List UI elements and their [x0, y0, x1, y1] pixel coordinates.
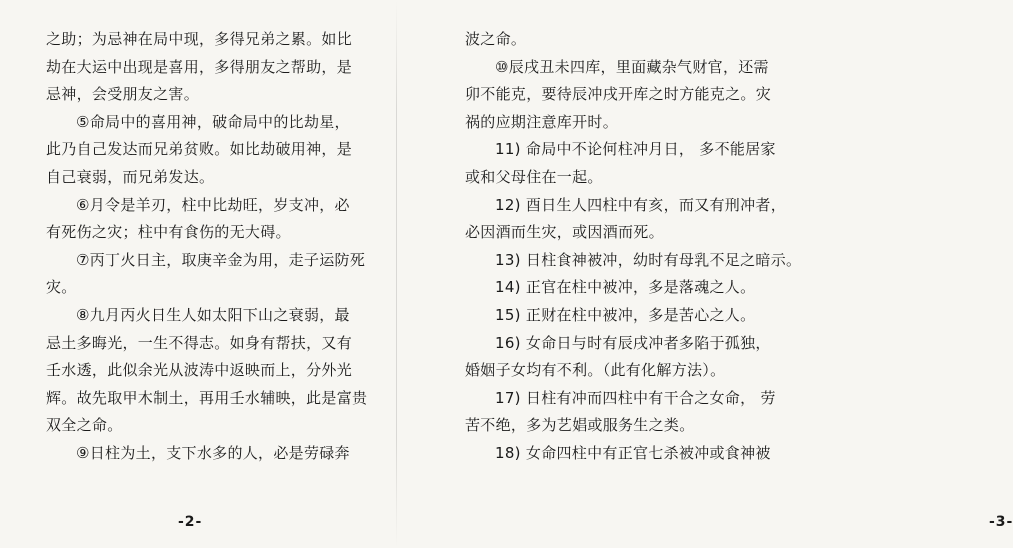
text-line: 此乃自己发达而兄弟贫败。如比劫破用神，是	[46, 140, 353, 159]
text-line: 双全之命。	[46, 416, 123, 435]
text-line: 卯不能克，要待辰冲戌开库之时方能克之。灾	[465, 85, 772, 104]
text-line: 15) 正财在柱中被冲，多是苦心之人。	[495, 305, 756, 324]
left-page-text	[46, 26, 367, 468]
text-line: 忌神，会受朋友之害。	[46, 85, 200, 104]
text-line: 灾。	[46, 278, 77, 297]
text-line: 劫在大运中出现是喜用，多得朋友之帮助，是	[46, 57, 353, 76]
text-line: ⑤命局中的喜用神，破命局中的比劫星，	[76, 112, 350, 131]
text-line: 之助；为忌神在局中现，多得兄弟之累。如比	[46, 30, 353, 48]
text-line: 波之命。	[465, 30, 527, 48]
left-page	[0, 0, 396, 548]
text-line: 18) 女命四柱中有正官七杀被冲或食神被	[495, 443, 771, 462]
text-line: 忌土多晦光，一生不得志。如身有帮扶，又有	[46, 333, 353, 352]
text-line: 或和父母住在一起。	[465, 167, 603, 186]
text-line: ⑨日柱为土，支下水多的人，必是劳碌奔	[76, 443, 350, 462]
text-line: 14) 正官在柱中被冲，多是落魂之人。	[495, 278, 756, 297]
text-line: 11) 命局中不论何柱冲月日， 多不能居家	[495, 140, 776, 159]
text-line: ⑦丙丁火日主，取庚辛金为用，走子运防死	[76, 250, 366, 269]
text-line: 自己衰弱，而兄弟发达。	[46, 167, 215, 186]
text-line: 壬水透，此似余光从波涛中返映而上，分外光	[46, 361, 353, 380]
text-line: ⑥月令是羊刃，柱中比劫旺，岁支冲，必	[76, 195, 350, 214]
text-line: 16) 女命日与时有辰戌冲者多陷于孤独，	[495, 333, 771, 352]
text-line: 苦不绝，多为艺娼或服务生之类。	[465, 416, 695, 435]
text-line: ⑩辰戌丑未四库，里面藏杂气财官，还需	[495, 57, 769, 76]
left-page-number: -2-	[178, 514, 203, 530]
text-line: 13) 日柱食神被冲，幼时有母乳不足之暗示。	[495, 250, 802, 269]
text-line: 有死伤之灾；柱中有食伤的无大碍。	[46, 223, 291, 242]
text-line: 17) 日柱有冲而四柱中有干合之女命， 劳	[495, 388, 776, 407]
right-page-number: -3-	[989, 514, 1013, 530]
text-line: 必因酒而生灾，或因酒而死。	[465, 223, 664, 242]
text-line: 婚姻子女均有不利。（此有化解方法）。	[465, 361, 726, 380]
right-page-text	[465, 26, 801, 468]
text-line: 祸的应期注意库开时。	[465, 112, 619, 131]
text-line: ⑧九月丙火日生人如太阳下山之衰弱，最	[76, 305, 350, 324]
text-line: 12) 酉日生人四柱中有亥，而又有刑冲者，	[495, 195, 787, 214]
text-line: 辉。故先取甲木制土，再用壬水辅映，此是富贵	[46, 388, 368, 407]
right-page	[397, 0, 1013, 548]
